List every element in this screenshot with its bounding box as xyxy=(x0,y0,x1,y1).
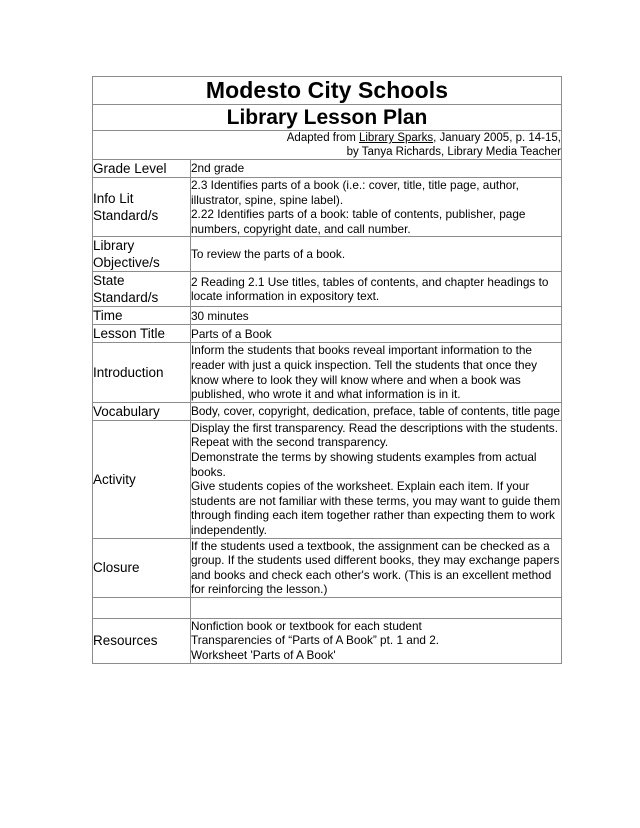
value-line: If the students used a textbook, the assignment can be checked as a group. If the students used different books, they may exchange papers and books and check each other's work. (This is an excellent method for reinforcing the lesson.) xyxy=(191,538,560,597)
label-line: Objective/s xyxy=(93,255,160,271)
table-row-info-lit-standards xyxy=(93,178,562,237)
value-line: Nonfiction book or textbook for each student xyxy=(191,618,422,633)
row-label-resources: Resources xyxy=(93,618,191,663)
label-line: Library xyxy=(93,238,135,254)
table-row-grade-level xyxy=(93,160,562,178)
row-label-closure: Closure xyxy=(93,538,191,597)
row-value-activity xyxy=(191,420,562,538)
row-label-activity: Activity xyxy=(93,420,191,538)
credit-line-1 xyxy=(93,131,561,145)
table-row-vocabulary xyxy=(93,402,562,420)
value-line: 2 Reading 2.1 Use titles, tables of contents, and chapter headings to locate information in expository text. xyxy=(191,274,549,304)
credit-line-2: by Tanya Richards, Library Media Teacher xyxy=(346,146,561,158)
value-line: 30 minutes xyxy=(191,308,249,323)
row-value-info-lit-standards xyxy=(191,178,562,237)
label-line: State xyxy=(93,273,125,289)
document-title: Library Lesson Plan xyxy=(226,106,428,129)
row-value-introduction xyxy=(191,343,562,402)
row-label-lesson-title: Lesson Title xyxy=(93,325,191,343)
row-value-closure xyxy=(191,538,562,597)
journal-title: Library Sparks xyxy=(358,132,434,144)
label-line: Standard/s xyxy=(93,290,159,306)
row-label-time: Time xyxy=(93,307,191,325)
credit-cell xyxy=(93,131,562,160)
value-line: 2.22 Identifies parts of a book: table of contents, publisher, page numbers, copyright date, and call number. xyxy=(191,207,526,236)
document-title-cell xyxy=(93,105,562,131)
value-line: To review the parts of a book. xyxy=(191,247,346,262)
table-row-library-objectives xyxy=(93,237,562,272)
table-row-introduction xyxy=(93,343,562,402)
row-label-state-standards xyxy=(93,272,191,307)
value-line: Worksheet 'Parts of A Book' xyxy=(191,648,336,663)
value-line: Display the first transparency. Read the descriptions with the students. Repeat with the second transparency. xyxy=(191,420,558,450)
row-value-empty xyxy=(191,597,562,618)
organization-title: Modesto City Schools xyxy=(205,77,449,103)
lesson-plan-table xyxy=(92,76,562,664)
table-row-empty xyxy=(93,597,562,618)
label-line: Info Lit xyxy=(93,191,134,207)
value-line: 2.3 Identifies parts of a book (i.e.: cover, title, title page, author, illustrator, spine, spine label). xyxy=(191,178,519,207)
table-row-time xyxy=(93,307,562,325)
value-line: Transparencies of “Parts of A Book” pt. 1 and 2. xyxy=(191,633,440,648)
value-line: Parts of a Book xyxy=(191,326,272,341)
table-row-resources xyxy=(93,618,562,663)
label-line: Standard/s xyxy=(93,208,159,224)
table-row-lesson-title xyxy=(93,325,562,343)
row-label-library-objectives xyxy=(93,237,191,272)
table-row-closure xyxy=(93,538,562,597)
row-value-vocabulary xyxy=(191,402,562,420)
row-value-library-objectives xyxy=(191,237,562,272)
value-line: Give students copies of the worksheet. Explain each item. If your students are not familiar with these terms, you may want to guide them through finding each item together rather than expecting them to work independently. xyxy=(191,479,561,537)
table-row-credit xyxy=(93,131,562,160)
table-row-activity xyxy=(93,420,562,538)
row-label-grade-level: Grade Level xyxy=(93,160,191,178)
row-value-resources xyxy=(191,618,562,663)
value-line: Body, cover, copyright, dedication, preface, table of contents, title page xyxy=(191,403,560,418)
organization-title-cell xyxy=(93,77,562,105)
value-line: Inform the students that books reveal important information to the reader with just a quick inspection. Tell the students that once they know where to look they will know where and when a book was published, who wrote it and what information is in it. xyxy=(191,343,538,402)
row-label-introduction: Introduction xyxy=(93,343,191,402)
row-value-time xyxy=(191,307,562,325)
row-label-info-lit-standards xyxy=(93,178,191,237)
row-value-state-standards xyxy=(191,272,562,307)
credit-suffix: , January 2005, p. 14-15, xyxy=(433,132,561,144)
value-line: Demonstrate the terms by showing students examples from actual books. xyxy=(191,449,537,479)
row-value-lesson-title xyxy=(191,325,562,343)
row-label-empty xyxy=(93,597,191,618)
table-row-document-title xyxy=(93,105,562,131)
row-value-grade-level xyxy=(191,160,562,178)
credit-prefix: Adapted from xyxy=(286,132,359,144)
value-line: 2nd grade xyxy=(191,161,245,176)
table-row-state-standards xyxy=(93,272,562,307)
row-label-vocabulary: Vocabulary xyxy=(93,402,191,420)
table-row-organization xyxy=(93,77,562,105)
